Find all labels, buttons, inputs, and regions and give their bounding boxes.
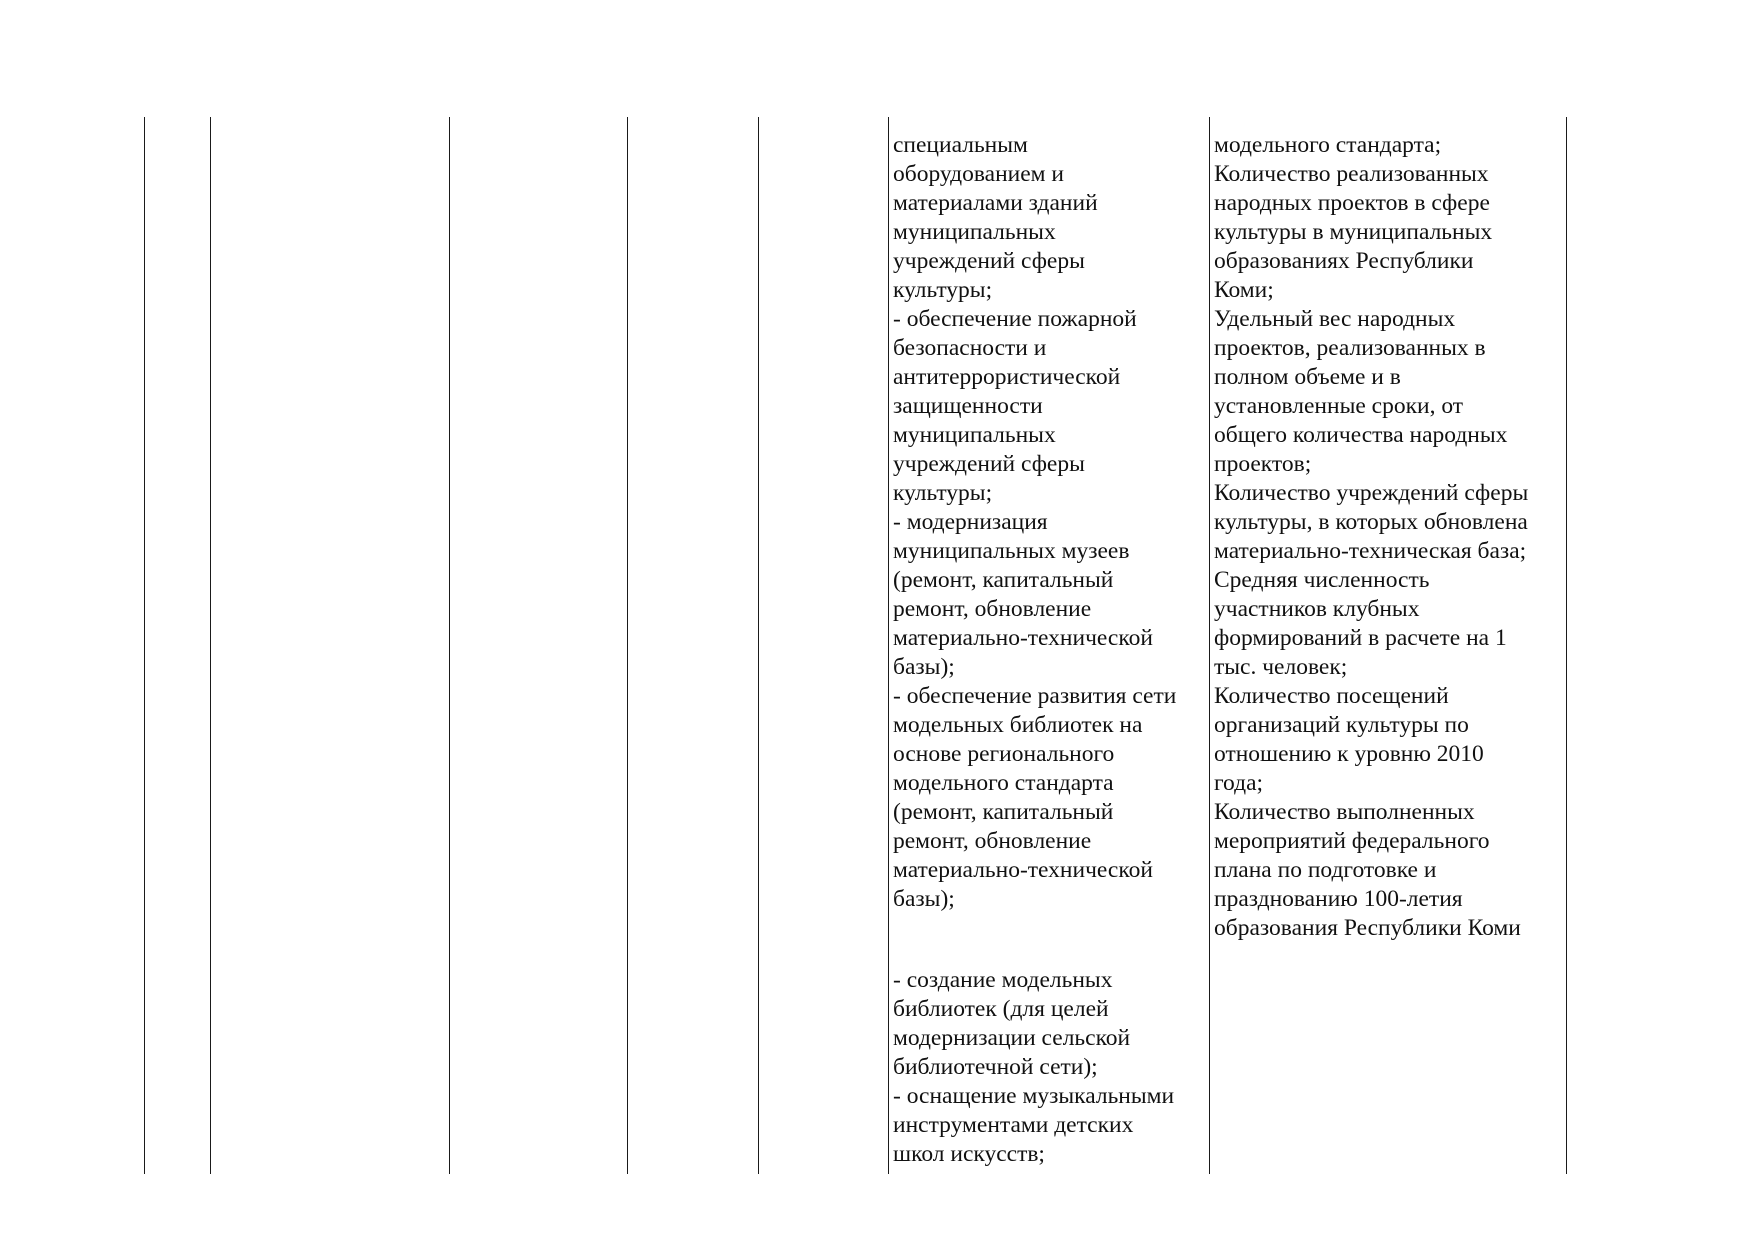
- text-line: плана по подготовке и: [1214, 857, 1437, 883]
- blank-line: [893, 914, 1176, 966]
- text-line: инструментами детских: [893, 1112, 1134, 1138]
- text-line: образования Республики Коми: [1214, 915, 1521, 941]
- text-line: специальным: [893, 132, 1028, 158]
- text-line: Средняя численность: [1214, 567, 1430, 593]
- table-border-5: [758, 117, 759, 1174]
- text-line: (ремонт, капитальный: [893, 799, 1114, 825]
- text-line: культуры в муниципальных: [1214, 219, 1493, 245]
- table-border-1: [144, 117, 145, 1174]
- text-line: модельного стандарта;: [1214, 132, 1442, 158]
- text-line: ремонт, обновление: [893, 828, 1092, 854]
- text-line: муниципальных музеев: [893, 538, 1130, 564]
- text-line: защищенности: [893, 393, 1043, 419]
- table-border-7: [1209, 117, 1210, 1174]
- text-line: учреждений сферы: [893, 248, 1085, 274]
- text-line: базы);: [893, 654, 955, 680]
- text-line: модернизации сельской: [893, 1025, 1131, 1051]
- text-line: Удельный вес народных: [1214, 306, 1456, 332]
- text-line: - оснащение музыкальными: [893, 1083, 1175, 1109]
- text-line: отношению к уровню 2010: [1214, 741, 1484, 767]
- text-line: материально-техническая база;: [1214, 538, 1527, 564]
- text-line: Количество реализованных: [1214, 161, 1489, 187]
- text-line: - обеспечение развития сети: [893, 683, 1177, 709]
- text-line: - модернизация: [893, 509, 1048, 535]
- text-line: ремонт, обновление: [893, 596, 1092, 622]
- text-line: материально-технической: [893, 625, 1153, 651]
- table-border-4: [627, 117, 628, 1174]
- text-line: тыс. человек;: [1214, 654, 1348, 680]
- text-line: мероприятий федерального: [1214, 828, 1490, 854]
- text-line: организаций культуры по: [1214, 712, 1469, 738]
- text-line: проектов, реализованных в: [1214, 335, 1486, 361]
- text-line: народных проектов в сфере: [1214, 190, 1490, 216]
- text-line: базы);: [893, 886, 955, 912]
- text-line: библиотек (для целей: [893, 996, 1109, 1022]
- text-line: культуры;: [893, 480, 993, 506]
- text-line: участников клубных: [1214, 596, 1420, 622]
- text-line: безопасности и: [893, 335, 1047, 361]
- text-line: культуры;: [893, 277, 993, 303]
- table-border-6: [888, 117, 889, 1174]
- text-line: оборудованием и: [893, 161, 1064, 187]
- text-line: Количество выполненных: [1214, 799, 1475, 825]
- text-line: общего количества народных: [1214, 422, 1508, 448]
- text-line: антитеррористической: [893, 364, 1121, 390]
- text-line: муниципальных: [893, 219, 1056, 245]
- text-line: - обеспечение пожарной: [893, 306, 1137, 332]
- text-line: муниципальных: [893, 422, 1056, 448]
- table-cell-indicators: [1214, 131, 1528, 943]
- text-line: (ремонт, капитальный: [893, 567, 1114, 593]
- text-line: библиотечной сети);: [893, 1054, 1098, 1080]
- table-border-8: [1566, 117, 1567, 1174]
- text-line: модельного стандарта: [893, 770, 1114, 796]
- text-line: модельных библиотек на: [893, 712, 1143, 738]
- text-line: года;: [1214, 770, 1264, 796]
- text-line: празднованию 100-летия: [1214, 886, 1463, 912]
- table-border-3: [449, 117, 450, 1174]
- text-line: учреждений сферы: [893, 451, 1085, 477]
- text-line: культуры, в которых обновлена: [1214, 509, 1528, 535]
- text-line: образованиях Республики: [1214, 248, 1474, 274]
- text-line: материально-технической: [893, 857, 1153, 883]
- text-line: формирований в расчете на 1: [1214, 625, 1507, 651]
- text-line: проектов;: [1214, 451, 1312, 477]
- text-line: материалами зданий: [893, 190, 1098, 216]
- text-line: Коми;: [1214, 277, 1274, 303]
- text-line: школ искусств;: [893, 1141, 1045, 1167]
- text-line: полном объеме и в: [1214, 364, 1401, 390]
- text-line: установленные сроки, от: [1214, 393, 1464, 419]
- text-line: Количество посещений: [1214, 683, 1449, 709]
- table-cell-activities: [893, 131, 1176, 1169]
- text-line: - создание модельных: [893, 967, 1113, 993]
- text-line: Количество учреждений сферы: [1214, 480, 1529, 506]
- text-line: основе регионального: [893, 741, 1115, 767]
- table-border-2: [210, 117, 211, 1174]
